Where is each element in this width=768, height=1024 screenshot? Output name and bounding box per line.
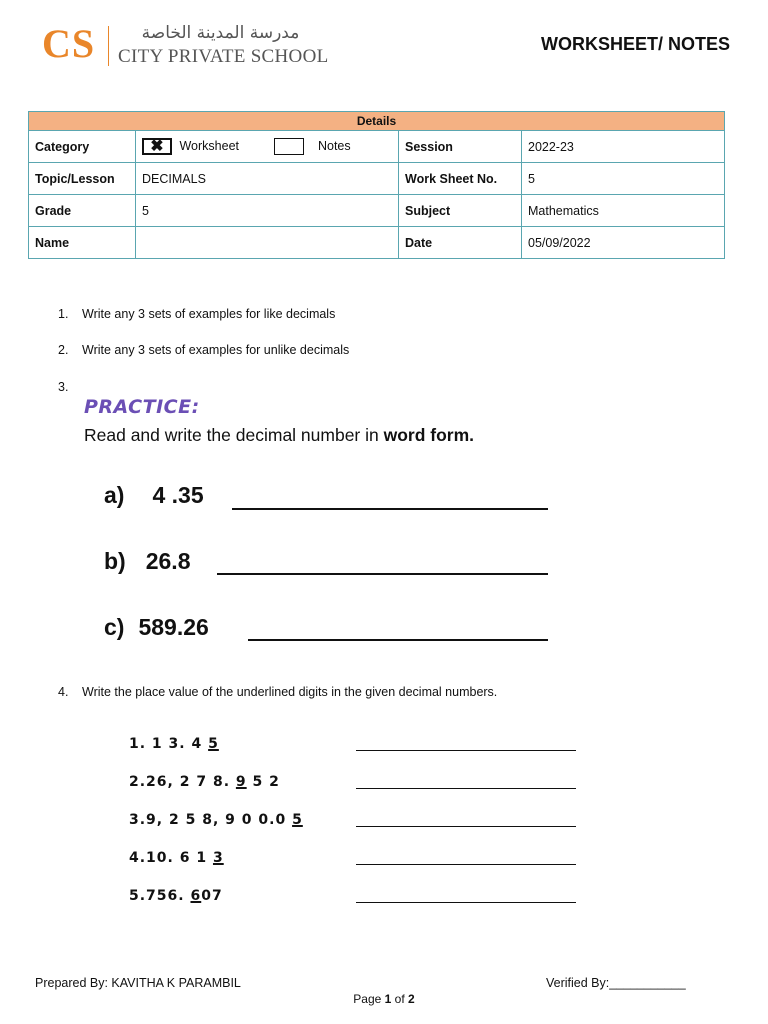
details-table: [28, 111, 725, 259]
date-value: 05/09/2022: [522, 227, 725, 259]
place-value-item-4: [129, 850, 224, 866]
item-value: 4 .35: [152, 482, 204, 508]
page-text: of: [391, 992, 409, 1006]
answer-line-b[interactable]: [217, 573, 548, 575]
pv-text: 07: [201, 888, 223, 904]
subject-value: Mathematics: [522, 195, 725, 227]
category-label: Category: [29, 131, 136, 163]
checked-x-icon: ✖: [150, 138, 164, 155]
grade-value: 5: [136, 195, 399, 227]
page-text: Page: [353, 992, 385, 1006]
page-total: 2: [408, 992, 415, 1006]
question-number: 3.: [58, 380, 69, 394]
notes-option-label: Notes: [317, 138, 351, 153]
date-label: Date: [399, 227, 522, 259]
pv-text: 4.10. 6 1: [129, 850, 213, 866]
pv-text: 5 2: [246, 774, 280, 790]
question-4: [58, 685, 497, 699]
place-value-item-5: [129, 888, 223, 904]
page-number: [0, 992, 768, 1006]
practice-instruction: [84, 425, 474, 446]
name-field[interactable]: [136, 227, 399, 259]
worksheet-checkbox[interactable]: [142, 138, 172, 155]
pv-underlined-digit: 6: [190, 888, 202, 904]
name-label: Name: [29, 227, 136, 259]
topic-value: DECIMALS: [136, 163, 399, 195]
session-value: 2022-23: [522, 131, 725, 163]
pv-text: 1. 1 3. 4: [129, 736, 209, 752]
prepared-by: Prepared By: KAVITHA K PARAMBIL: [35, 976, 241, 990]
question-3: [58, 380, 82, 394]
item-label: b): [104, 548, 126, 574]
item-label: c): [104, 614, 125, 640]
page-current: 1: [384, 992, 392, 1006]
practice-item-b: [104, 548, 190, 575]
question-text: Write the place value of the underlined digits in the given decimal numbers.: [82, 685, 498, 699]
instruction-bold-text: word form.: [383, 425, 475, 445]
document-title: WORKSHEET/ NOTES: [540, 34, 730, 54]
session-label: Session: [399, 131, 522, 163]
answer-line-a[interactable]: [232, 508, 548, 510]
item-label: a): [104, 482, 125, 508]
subject-label: Subject: [399, 195, 522, 227]
practice-item-a: [104, 482, 204, 509]
practice-title: PRACTICE:: [84, 396, 200, 418]
verified-by: Verified By:___________: [546, 976, 686, 990]
pv-answer-line-4[interactable]: [356, 864, 576, 865]
school-name-english: CITY PRIVATE SCHOOL: [118, 46, 329, 67]
question-text: Write any 3 sets of examples for like decimals: [82, 307, 336, 321]
instruction-text: Read and write the decimal number in: [84, 425, 384, 445]
worksheet-no-label: Work Sheet No.: [399, 163, 522, 195]
topic-label: Topic/Lesson: [29, 163, 136, 195]
pv-answer-line-5[interactable]: [356, 902, 576, 903]
school-logo-initials: CS: [42, 21, 96, 66]
pv-underlined-digit: 5: [292, 812, 303, 828]
logo-divider: [108, 26, 109, 66]
question-1: [58, 307, 335, 321]
place-value-item-3: [129, 812, 303, 828]
practice-item-c: [104, 614, 209, 641]
question-number: 1.: [58, 307, 69, 321]
grade-label: Grade: [29, 195, 136, 227]
pv-answer-line-2[interactable]: [356, 788, 576, 789]
place-value-item-2: [129, 774, 280, 790]
pv-underlined-digit: 3: [212, 850, 224, 866]
pv-underlined-digit: 5: [208, 736, 219, 752]
item-value: 589.26: [138, 614, 209, 640]
question-number: 4.: [58, 685, 69, 699]
details-heading: Details: [29, 112, 725, 131]
notes-checkbox[interactable]: [274, 138, 304, 155]
pv-underlined-digit: 9: [235, 774, 247, 790]
question-text: Write any 3 sets of examples for unlike decimals: [82, 343, 350, 357]
question-number: 2.: [58, 343, 69, 357]
pv-answer-line-1[interactable]: [356, 750, 576, 751]
pv-text: 2.26, 2 7 8.: [129, 774, 236, 790]
item-value: 26.8: [145, 548, 191, 574]
pv-answer-line-3[interactable]: [356, 826, 576, 827]
question-2: [58, 343, 349, 357]
answer-line-c[interactable]: [248, 639, 548, 641]
worksheet-no-value: 5: [522, 163, 725, 195]
school-name-arabic: مدرسة المدينة الخاصة: [141, 23, 300, 43]
place-value-item-1: [129, 736, 219, 752]
pv-text: 5.756.: [129, 888, 191, 904]
category-options: [136, 131, 399, 163]
worksheet-option-label: Worksheet: [179, 138, 239, 153]
pv-text: 3.9, 2 5 8, 9 0 0.0: [129, 812, 293, 828]
